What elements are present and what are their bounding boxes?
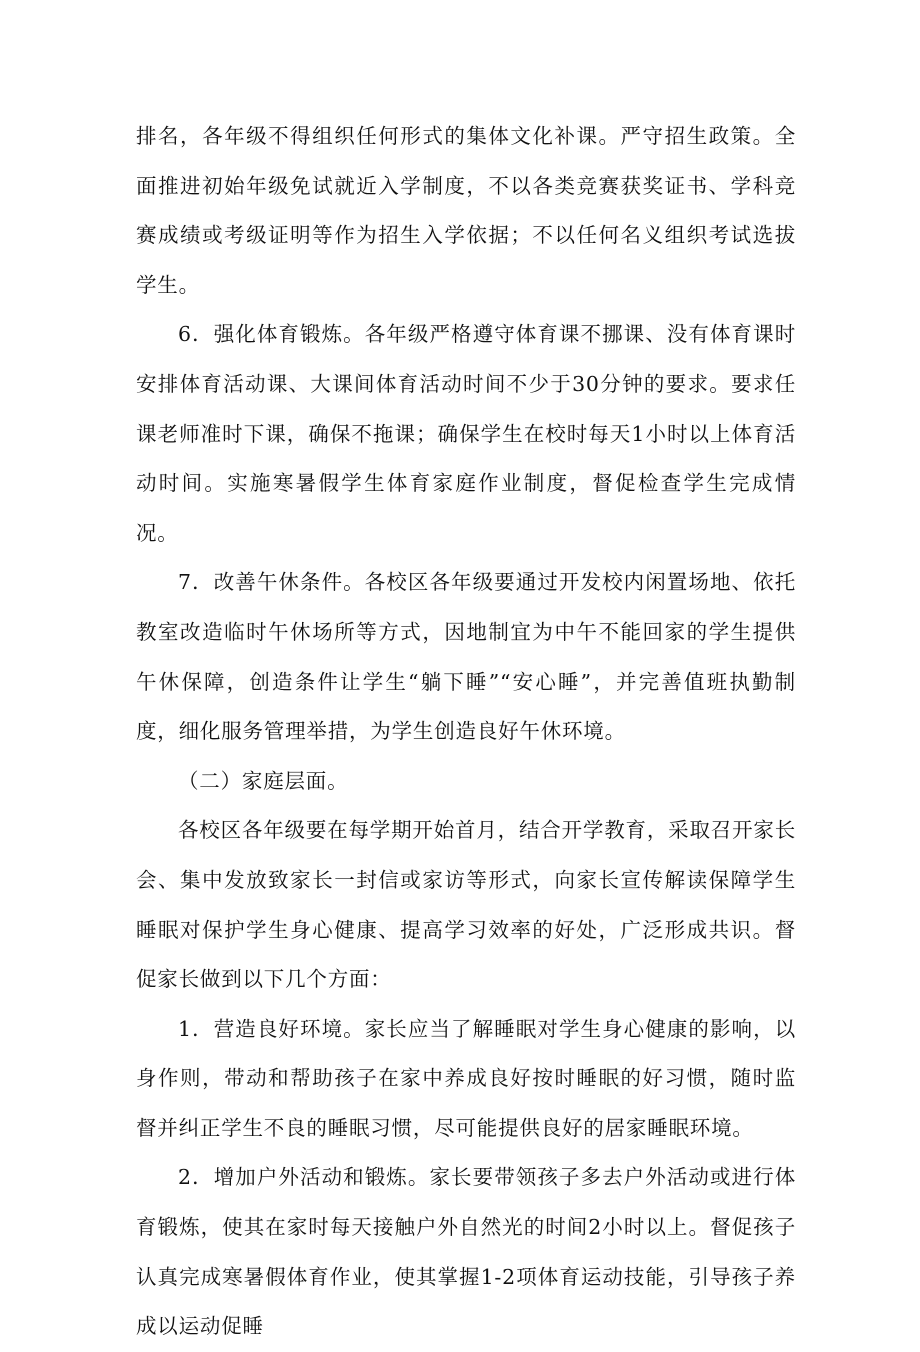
document-body — [136, 112, 796, 1352]
section-heading-family: （二）家庭层面。 — [178, 768, 349, 793]
paragraph-item-2-outdoor-activity: 2．增加户外活动和锻炼。家长要带领孩子多去户外活动或进行体育锻炼，使其在家时每天接触户外自然光的时间2小时以上。督促孩子认真完成寒暑假体育作业，使其掌握1-2项体育运动技能，引导孩子养成以运动促睡 — [136, 1165, 796, 1339]
paragraph-continuation: 排名，各年级不得组织任何形式的集体文化补课。严守招生政策。全面推进初始年级免试就近入学制度，不以各类竞赛获奖证书、学科竞赛成绩或考级证明等作为招生入学依据；不以任何名义组织考试选拔学生。 — [136, 124, 796, 297]
paragraph-family-intro: 各校区各年级要在每学期开始首月，结合开学教育，采取召开家长会、集中发放致家长一封信或家访等形式，向家长宣传解读保障学生睡眠对保护学生身心健康、提高学习效率的好处，广泛形成共识。督促家长做到以下几个方面： — [136, 818, 796, 992]
paragraph-item-1-environment: 1．营造良好环境。家长应当了解睡眠对学生身心健康的影响，以身作则，带动和帮助孩子在家中养成良好按时睡眠的好习惯，随时监督并纠正学生不良的睡眠习惯，尽可能提供良好的居家睡眠环境。 — [136, 1016, 796, 1140]
paragraph-item-6-physical-exercise: 6．强化体育锻炼。各年级严格遵守体育课不挪课、没有体育课时安排体育活动课、大课间体育活动时间不少于30分钟的要求。要求任课老师准时下课，确保不拖课；确保学生在校时每天1小时以上体育活动时间。实施寒暑假学生体育家庭作业制度，督促检查学生完成情况。 — [136, 322, 796, 545]
paragraph-item-7-nap-conditions: 7．改善午休条件。各校区各年级要通过开发校内闲置场地、依托教室改造临时午休场所等方式，因地制宜为中午不能回家的学生提供午休保障，创造条件让学生“躺下睡”“安心睡”，并完善值班执勤制度，细化服务管理举措，为学生创造良好午休环境。 — [136, 570, 796, 744]
